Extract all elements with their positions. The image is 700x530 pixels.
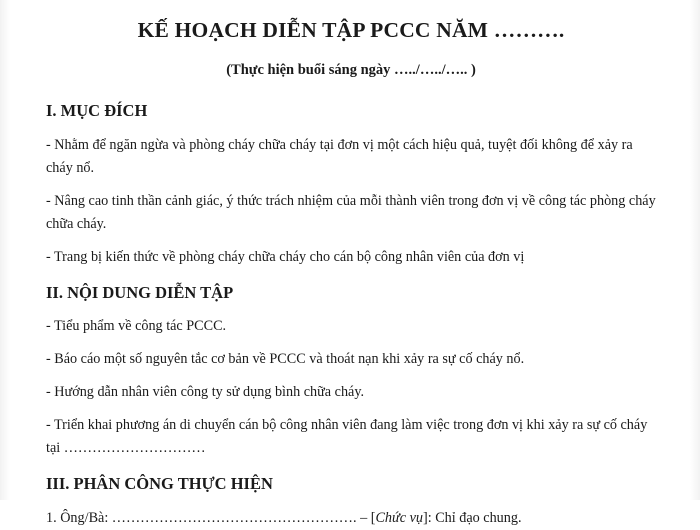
page-edge-shadow-left — [0, 0, 10, 500]
section-heading-1: I. MỤC ĐÍCH — [46, 101, 148, 121]
section-3-item-1 — [46, 507, 656, 530]
section-2-paragraph-2: - Báo cáo một số nguyên tắc cơ bản về PCCC và thoát nạn khi xảy ra sự cố cháy nổ. — [46, 351, 525, 368]
page-edge-shadow-right — [690, 0, 700, 500]
section-heading-3: III. PHÂN CÔNG THỰC HIỆN — [46, 474, 273, 494]
section-1-paragraph-2: - Nâng cao tinh thần cảnh giác, ý thức trách nhiệm của mỗi thành viên trong đơn vị về công tác phòng cháy chữa cháy. — [46, 192, 656, 232]
section-2-paragraph-4: - Triển khai phương án di chuyển cán bộ công nhân viên đang làm việc trong đơn vị khi xảy ra sự cố cháy tại ………………………… — [46, 417, 648, 457]
section-1-paragraph-3: - Trang bị kiến thức về phòng cháy chữa cháy cho cán bộ công nhân viên của đơn vị — [46, 248, 525, 265]
section-2-paragraph-3: - Hướng dẫn nhân viên công ty sử dụng bình chữa cháy. — [46, 384, 365, 401]
section-heading-2: II. NỘI DUNG DIỄN TẬP — [46, 282, 234, 302]
section-3-item-1-prefix: 1. Ông/Bà: ……………………………………………. – [ — [46, 510, 376, 527]
section-3-item-1-emphasis: Chức vụ — [375, 510, 423, 527]
section-2-paragraph-1: - Tiểu phẩm về công tác PCCC. — [46, 318, 227, 335]
section-3-item-1-suffix: ]: Chỉ đạo chung. — [423, 510, 522, 527]
page-title: KẾ HOẠCH DIỄN TẬP PCCC NĂM ………. — [137, 18, 565, 42]
section-1-paragraph-1: - Nhằm để ngăn ngừa và phòng cháy chữa cháy tại đơn vị một cách hiệu quả, tuyệt đối không để xảy ra cháy nổ. — [46, 136, 633, 176]
page-subtitle: (Thực hiện buổi sáng ngày …../…../….. ) — [226, 61, 476, 78]
